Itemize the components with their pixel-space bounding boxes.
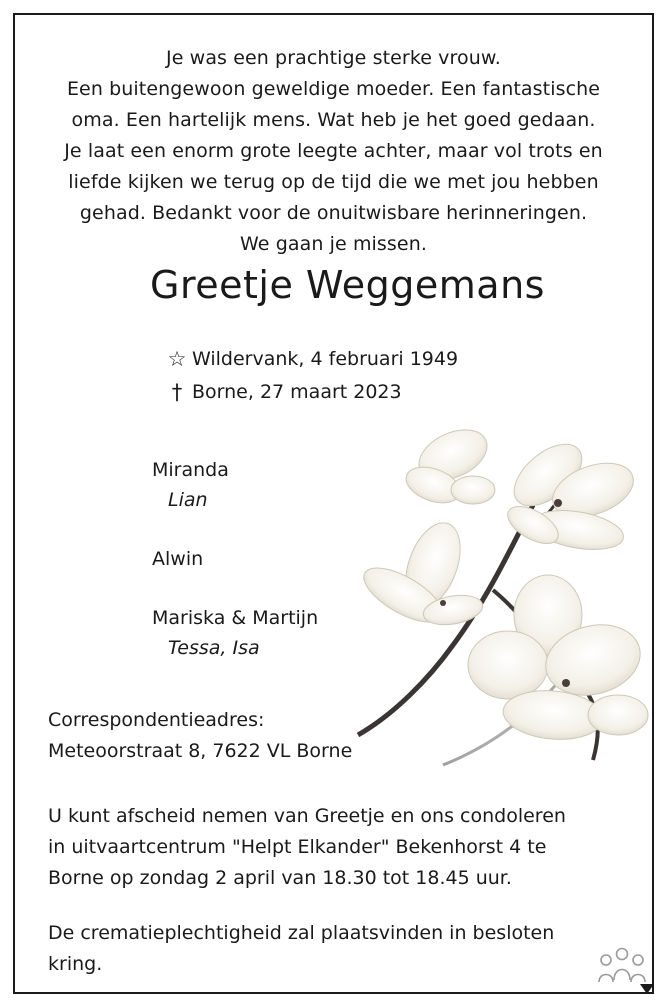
star-icon: ☆ [167,347,187,371]
farewell-line: Borne op zondag 2 april van 18.30 tot 18.45 uur. [48,867,512,889]
farewell-line: U kunt afscheid nemen van Greetje en ons condoleren [48,805,566,827]
death-date: Borne, 27 maart 2023 [192,381,402,403]
poem-line: Je laat een enorm grote leegte achter, maar vol trots en [64,140,603,162]
triangle-down-icon[interactable] [640,984,654,994]
birth-row [162,343,458,376]
family-children: Lian [168,489,208,511]
poem [35,43,632,260]
family-member: Miranda [152,459,229,481]
family-children: Tessa, Isa [168,637,260,659]
deceased-name: Greetje Weggemans [150,263,545,307]
family-member: Mariska & Martijn [152,607,319,629]
poem-line: oma. Een hartelijk mens. Wat heb je het goed gedaan. [71,109,596,131]
birth-date: Wildervank, 4 februari 1949 [192,348,459,370]
poem-line: Je was een prachtige sterke vrouw. [166,47,501,69]
poem-line: liefde kijken we terug op de tijd die we met jou hebben [68,171,599,193]
correspondence-label: Correspondentieadres: [48,709,265,731]
cremation-line: kring. [48,953,103,975]
poem-line: We gaan je missen. [240,233,427,255]
cremation-line: De crematieplechtigheid zal plaatsvinden in besloten [48,922,555,944]
correspondence-address [48,705,352,767]
life-dates [162,343,458,409]
magnolia-illustration [333,415,653,775]
people-group-icon [596,946,648,986]
cremation-info [48,918,554,980]
farewell-line: in uitvaartcentrum "Helpt Elkander" Bekenhorst 4 te [48,836,547,858]
obituary-card [13,13,654,994]
farewell-info [48,801,566,894]
poem-line: Een buitengewoon geweldige moeder. Een fantastische [66,78,601,100]
cross-icon: † [171,380,183,404]
death-row [162,376,458,409]
family-list [152,455,318,663]
family-member: Alwin [152,548,204,570]
poem-line: gehad. Bedankt voor de onuitwisbare herinneringen. [79,202,588,224]
correspondence-street: Meteoorstraat 8, 7622 VL Borne [48,740,353,762]
